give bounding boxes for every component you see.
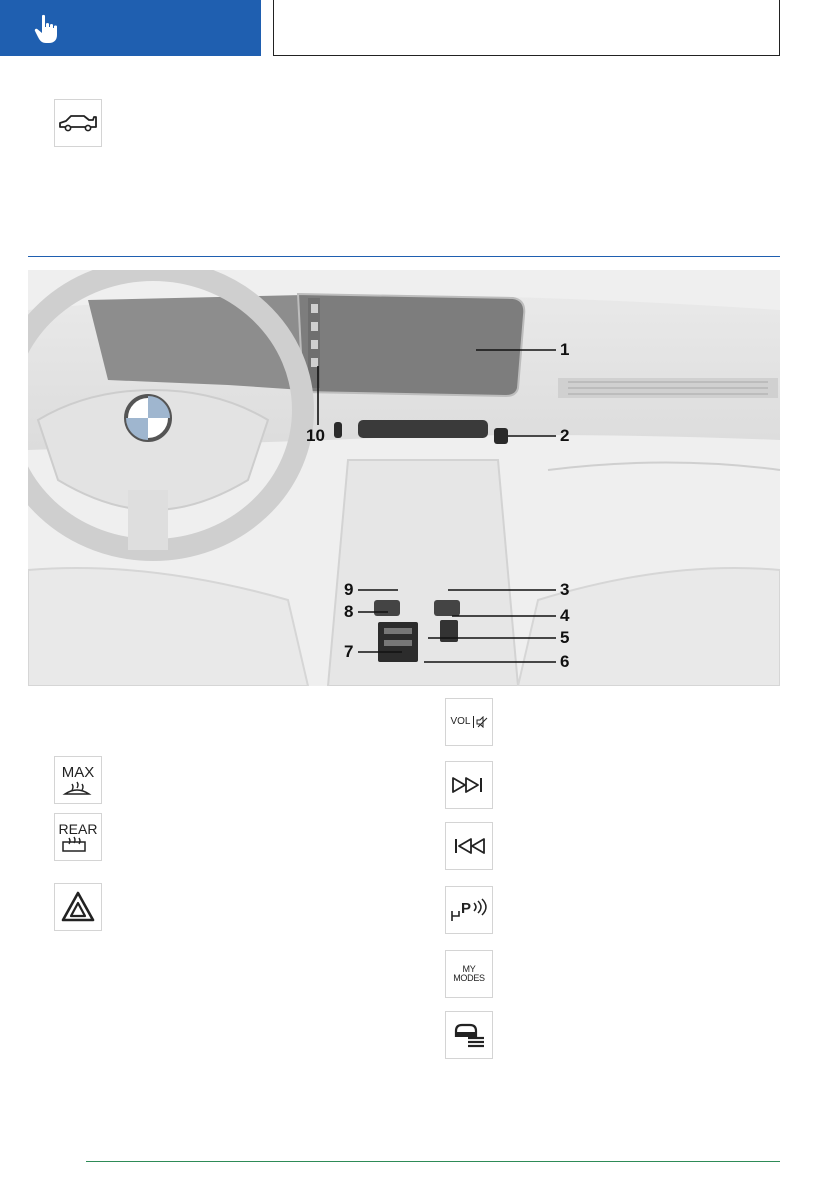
rear-window-defrost-symbol <box>59 836 89 852</box>
svg-text:P: P <box>461 900 472 917</box>
next-track-icon <box>445 761 493 809</box>
pointing-hand-icon <box>34 14 60 44</box>
callout-1: 1 <box>560 340 570 359</box>
volume-mute-icon <box>445 698 493 746</box>
chapter-tab <box>0 0 261 56</box>
hazard-warning-icon <box>54 883 102 931</box>
vol-label: VOL <box>450 716 471 727</box>
callout-7: 7 <box>344 642 354 661</box>
section-divider <box>28 256 780 257</box>
chapter-title-box <box>273 0 780 56</box>
car-trunk-icon <box>54 99 102 147</box>
windshield-defrost-symbol <box>62 780 92 796</box>
callout-8: 8 <box>344 602 354 621</box>
previous-track-icon <box>445 822 493 870</box>
park-assist-icon <box>445 886 493 934</box>
callout-2: 2 <box>560 426 570 445</box>
my-modes-label: MY MODES <box>453 964 485 983</box>
callout-3: 3 <box>560 580 570 599</box>
callout-9: 9 <box>344 580 354 599</box>
max-label: MAX <box>61 763 95 781</box>
callout-5: 5 <box>560 628 570 647</box>
callout-10: 10 <box>306 426 325 445</box>
bmw-interior-photo <box>28 270 780 686</box>
rear-label: REAR <box>58 821 98 837</box>
my-modes-icon <box>445 950 493 998</box>
speaker-mute-symbol <box>476 716 488 728</box>
callout-4: 4 <box>560 606 570 625</box>
footer-rule <box>86 1161 780 1162</box>
rear-defrost-icon <box>54 813 102 861</box>
callout-6: 6 <box>560 652 570 671</box>
driving-assist-menu-icon <box>445 1011 493 1059</box>
max-defrost-icon <box>54 756 102 804</box>
